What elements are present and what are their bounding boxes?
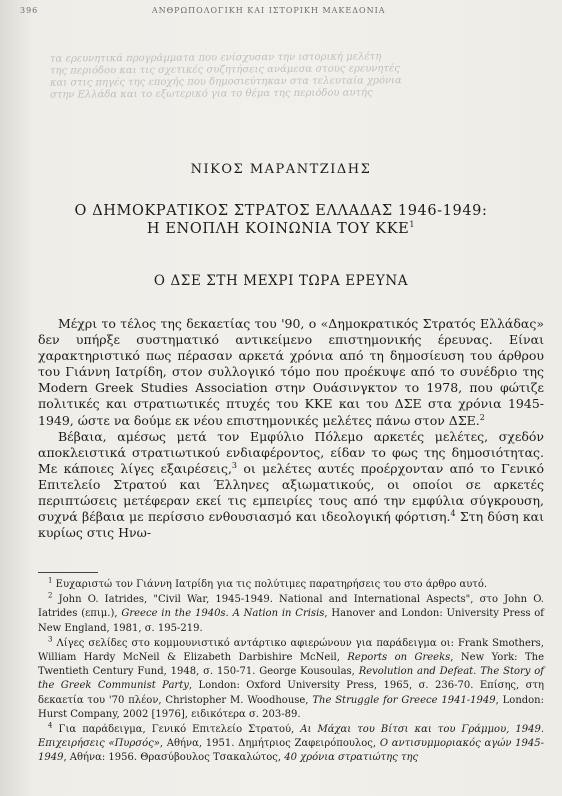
article-body <box>38 316 544 541</box>
footnote-4-title-3: 40 χρόνια στρατιώτης της <box>284 752 419 764</box>
footnote-3-text-d: , London: Hurst Company, 2002 [1976], ειδικότερα σ. 203-89. <box>38 694 544 720</box>
footnote-4-text-c: , Αθήνα: 1956. Θρασύβουλος Τσακαλώτος, <box>63 752 285 764</box>
footnote-3-text-a: Λίγες σελίδες στο κομμουνιστικό αντάρτικο αφιερώνουν για παράδειγμα οι: Frank Smothers, William Hardy McNeil & Elizabeth Darbishire McNeil, <box>38 637 544 664</box>
bleed-line: και στις πηγές της εποχής που δημοσιεύτηκαν στα τελευταία χρόνια <box>50 75 402 89</box>
footnote-divider <box>38 572 98 573</box>
bleed-line: στην Ελλάδα και το εξωτερικό για το θέμα της περιόδου αυτής <box>50 87 373 101</box>
footnote-ref-3: 3 <box>231 460 238 470</box>
article-title <box>0 202 562 238</box>
footnote-3-title-2: Revolution and Defeat. The Story of the Greek Communist Party <box>38 666 544 692</box>
paragraph-2 <box>38 429 544 542</box>
footnotes <box>38 578 544 767</box>
title-line-1: Ο ΔΗΜΟΚΡΑΤΙΚΟΣ ΣΤΡΑΤΟΣ ΕΛΛΑΔΑΣ 1946-1949: <box>74 203 488 219</box>
footnote-1 <box>38 578 544 592</box>
footnote-3-title-1: Reports on Greeks <box>347 652 451 664</box>
paragraph-2-text-a: Βέβαια, αμέσως μετά τον Εμφύλιο Πόλεμο αρκετές μελέτες, σχεδόν αποκλειστικά στρατιωτικού ενδιαφέροντος, είδαν το φως της δημοσιότητας. Με κάποιες λίγες εξαιρέσεις, <box>38 428 544 476</box>
bleed-through-text <box>50 50 520 101</box>
footnote-ref-4: 4 <box>450 508 456 518</box>
footnote-4-text-a: Για παράδειγμα, Γενικό Επιτελείο Στρατού, <box>58 724 301 736</box>
footnote-number: 4 <box>48 721 53 730</box>
page-number: 396 <box>20 6 39 15</box>
footnote-2-text-b: , Hanover and London: University Press of New England, 1981, σ. 195-219. <box>38 608 545 634</box>
footnote-4-title-1: Αι Μάχαι του Βίτσι και του Γράμμου, 1949. Επιχειρήσεις «Πυρσός» <box>38 724 545 750</box>
footnote-4-title-2: Ο αντισυμμοριακός αγών 1945-1949 <box>38 738 545 764</box>
paragraph-2-text-c: Στη δύση και κυρίως στις Ηνω- <box>38 509 545 541</box>
footnote-1-text: Ευχαριστώ τον Γιάννη Ιατρίδη για τις πολύτιμες παρατηρήσεις του στο άρθρο αυτό. <box>55 579 488 590</box>
paragraph-2-text-b: οι μελέτες αυτές προέρχονταν από το Γενικό Επιτελείο Στρατού και Έλληνες αξιωματικούς, οι οποίοι σε αρκετές περιπτώσεις μετέφεραν εκεί τις εμπειρίες τους από την εμφύλια σύγκρουση, συχνά βέβαια με περίσσιο ενθουσιασμό και ιδεολογική φόρτιση. <box>38 460 544 525</box>
bleed-line: τα ερευνητικά προγράμματα που ενίσχυσαν την ιστορική μελέτη <box>50 51 382 65</box>
footnote-2 <box>38 593 544 636</box>
footnote-number: 1 <box>48 576 53 585</box>
footnote-3-text-b: , New York: The Twentieth Century Fund, 1948, σ. 150-71. George Kousoulas, <box>38 652 544 678</box>
footnote-ref-2: 2 <box>479 412 485 422</box>
author-name: ΝΙΚΟΣ ΜΑΡΑΝΤΖΙΔΗΣ <box>190 162 372 177</box>
paragraph-1-text: Μέχρι το τέλος της δεκαετίας του '90, ο «Δημοκρατικός Στρατός Ελλάδας» δεν υπήρξε συστηματικό αντικείμενο επιστημονικής έρευνας. Είναι χαρακτηριστικό πως πέρασαν αρκετά χρόνια από τη δημοσίευση του άρθρου του Γιάννη Ιατρίδη, στον συλλογικό τόμο που προέκυψε από το συνέδριο της Modern Greek Studies Association στην Ουάσινγκτον το 1978, που φώτιζε πολιτικές και στρατιωτικές πτυχές του ΚΚΕ και του ΔΣΕ στα χρόνια 1945-1949, ώστε να δούμε εκ νέου επιστημονικές μελέτες πάνω στον ΔΣΕ. <box>38 316 544 428</box>
section-heading: Ο ΔΣΕ ΣΤΗ ΜΕΧΡΙ ΤΩΡΑ ΕΡΕΥΝΑ <box>153 273 409 289</box>
bleed-line: της περιόδου και τις σχετικές συζητήσεις ανάμεσα στους ερευνητές <box>50 63 400 77</box>
paragraph-1 <box>38 316 544 429</box>
footnote-2-text-a: John O. Iatrides, "Civil War, 1945-1949. National and International Aspects", στο John O. Iatrides (επιμ.), <box>38 594 544 620</box>
title-line-2 <box>0 220 562 238</box>
footnote-4-text-b: , Αθήνα, 1951. Δημήτριος Ζαφειρόπουλος, <box>159 738 380 750</box>
footnote-3-title-3: The Struggle for Greece 1941-1949 <box>312 694 496 706</box>
footnote-3-text-c: , London: Oxford University Press, 1965, σ. 236-70. Επίσης, στη δεκαετία του '70 πλέον, Christopher M. Woodhouse, <box>38 680 544 706</box>
footnote-4 <box>38 723 544 766</box>
footnote-number: 2 <box>48 591 53 600</box>
running-head-title: ΑΝΘΡΩΠΟΛΟΓΙΚΗ ΚΑΙ ΙΣΤΟΡΙΚΗ ΜΑΚΕΔΟΝΙΑ <box>151 6 386 15</box>
footnote-3 <box>38 637 544 722</box>
footnote-ref-1: 1 <box>409 220 416 230</box>
footnote-number: 3 <box>48 635 53 644</box>
footnote-2-title: Greece in the 1940s. A Nation in Crisis <box>121 608 325 620</box>
title-line-2-text: Η ΕΝΟΠΛΗ ΚΟΙΝΩΝΙΑ ΤΟΥ ΚΚΕ <box>146 221 410 237</box>
running-head <box>20 6 552 15</box>
